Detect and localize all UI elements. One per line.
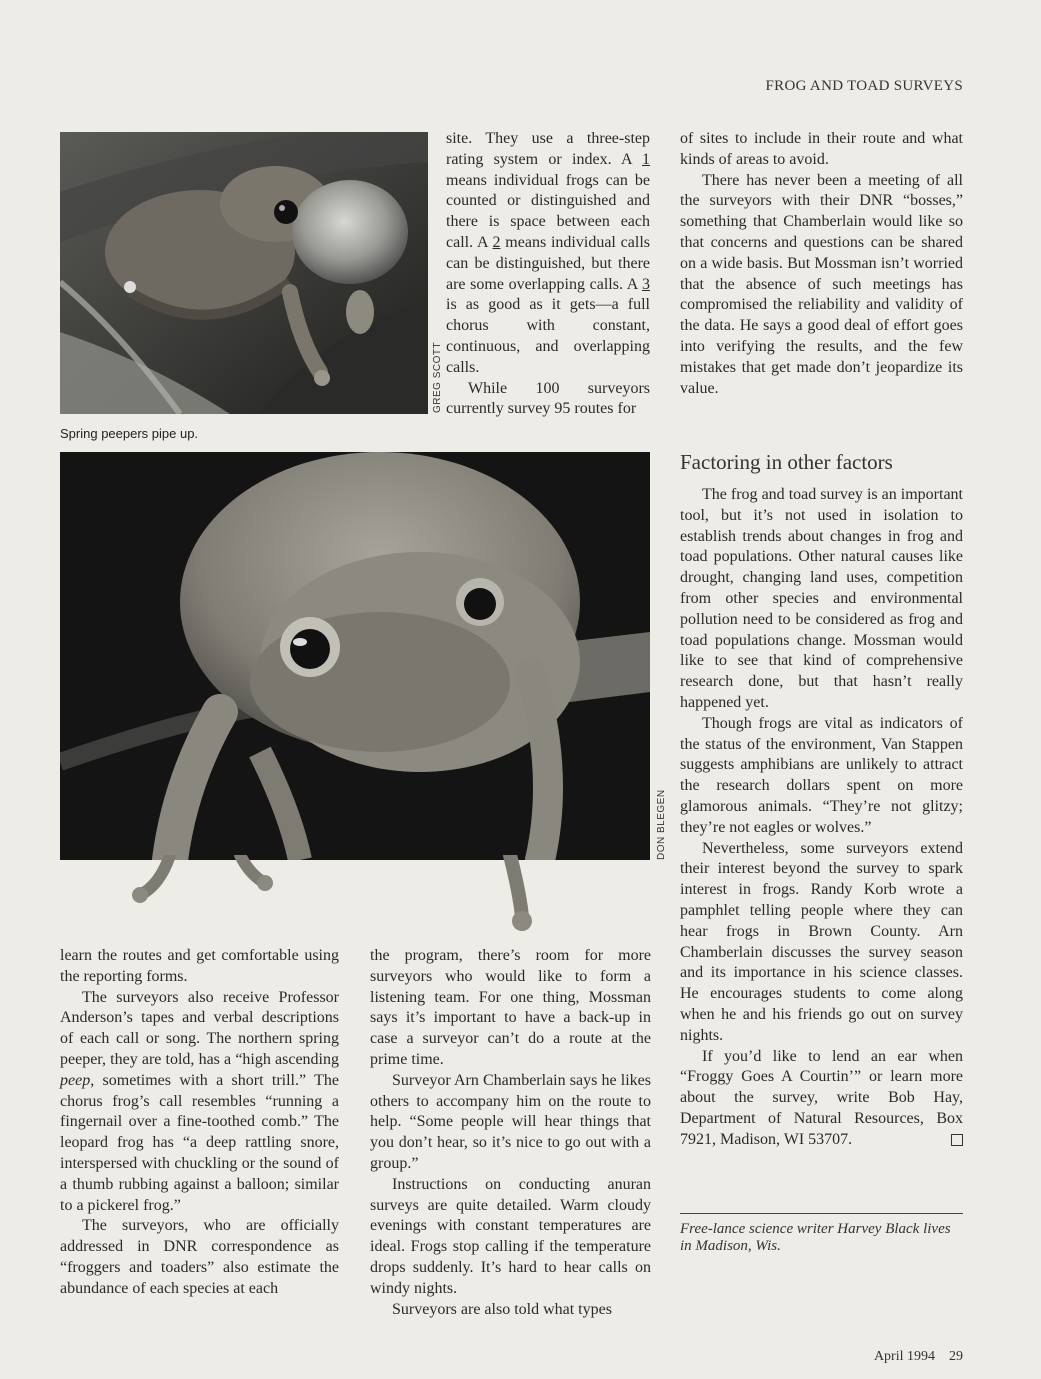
spring-peeper-illustration	[60, 132, 428, 414]
paragraph: The surveyors also receive Professor Anderson’s tapes and verbal descriptions of each call or song. The northern spring peeper, they are told, has a “high ascending peep, sometimes with a short trill.” The chorus frog’s call resembles “running a fingernail over a fine-toothed comb.” The leopard frog has “a deep rattling snore, interspersed with chuckling or the sound of a thumb rubbing against a balloon; similar to a pickerel frog.”	[60, 988, 339, 1214]
column-right-bottom	[680, 485, 963, 1151]
photo-credit-top: GREG SCOTT	[432, 341, 443, 413]
section-heading: Factoring in other factors	[680, 450, 893, 474]
photo-credit-main: DON BLEGEN	[656, 789, 667, 860]
frog-closeup-illustration	[60, 452, 650, 860]
paragraph: Though frogs are vital as indicators of the status of the environment, Van Stappen suggests amphibians are unlikely to attract the research dollars spent on more glamorous animals. “They’re not glitzy; they’re not eagles or wolves.”	[680, 714, 963, 836]
paragraph: Nevertheless, some surveyors extend their interest beyond the survey to spark interest in frogs. Randy Korb wrote a pamphlet telling people where they can hear frogs in Brown County. Arn Chamberlain discusses the survey season and its importance in his science classes. He encourages students to come along when he and his friends go out on survey nights.	[680, 839, 963, 1044]
paragraph: Instructions on conducting anuran surveys are quite detailed. Warm cloudy evenings with constant temperatures are ideal. Frogs stop calling if the temperature drops suddenly. It’s hard to hear calls on windy nights.	[370, 1175, 651, 1297]
paragraph: The frog and toad survey is an important tool, but it’s not used in isolation to establish trends about changes in frog and toad populations. Other natural causes like drought, changing land uses, competition from other species and environmental pollution need to be considered as frog and toad populations change. Mossman would like to see that kind of comprehensive research done, but that hasn’t really happened yet.	[680, 486, 963, 711]
column-right-top	[680, 129, 963, 399]
frog-closeup-photo	[60, 452, 650, 860]
page-number: 29	[949, 1349, 963, 1364]
paragraph: While 100 surveyors currently survey 95 routes for	[446, 379, 650, 418]
paragraph: site. They use a three-step rating system or index. A 1 means individual frogs can be counted or distinguished and there is space between each call. A 2 means individual calls can be distinguished, but there are some overlapping calls. A 3 is as good as it gets—a full chorus with constant, continuous, and overlapping calls.	[446, 130, 650, 376]
paragraph: Surveyor Arn Chamberlain says he likes others to accompany him on the route to help. “Some people will hear things that you don’t hear, so it’s nice to go out with a group.”	[370, 1071, 651, 1172]
issue-date: April 1994	[873, 1349, 935, 1364]
paragraph: of sites to include in their route and what kinds of areas to avoid.	[680, 130, 963, 168]
paragraph: The surveyors, who are officially addressed in DNR correspondence as “froggers and toaders” also estimate the abundance of each species at each	[60, 1217, 339, 1297]
frog-toes-illustration	[130, 855, 550, 940]
author-byline: Free-lance science writer Harvey Black lives in Madison, Wis.	[680, 1221, 951, 1254]
column-middle-top	[446, 129, 650, 420]
photo-caption: Spring peepers pipe up.	[60, 426, 199, 441]
paragraph: There has never been a meeting of all the surveyors with their DNR “bosses,” something that Chamberlain would like so that concerns and questions can be shared on a wide basis. But Mossman isn’t worried that the absence of such meetings has compromised the reliability and validity of the data. He says a good deal of effort goes into verifying the results, and the few mistakes that get made don’t jeopardize its value.	[680, 171, 963, 397]
paragraph: Surveyors are also told what types	[392, 1300, 612, 1318]
byline-rule	[680, 1213, 963, 1214]
page-footer	[860, 1349, 963, 1365]
end-mark-icon	[951, 1134, 963, 1146]
column-left-bottom	[60, 946, 339, 1300]
paragraph: learn the routes and get comfortable using the reporting forms.	[60, 947, 339, 985]
column-middle-bottom	[370, 946, 651, 1320]
paragraph-closing: If you’d like to lend an ear when “Froggy Goes A Courtin’” or learn more about the survey, write Bob Hay, Department of Natural Resources, Box 7921, Madison, WI 53707.	[680, 1047, 963, 1148]
paragraph: the program, there’s room for more surveyors who would like to form a listening team. For one thing, Mossman says it’s important to have a back-up in case a surveyor can’t do a route at the prime time.	[370, 947, 651, 1068]
spring-peeper-photo	[60, 132, 428, 414]
running-head: FROG AND TOAD SURVEYS	[765, 78, 963, 94]
frog-toes-overhang	[130, 855, 550, 940]
